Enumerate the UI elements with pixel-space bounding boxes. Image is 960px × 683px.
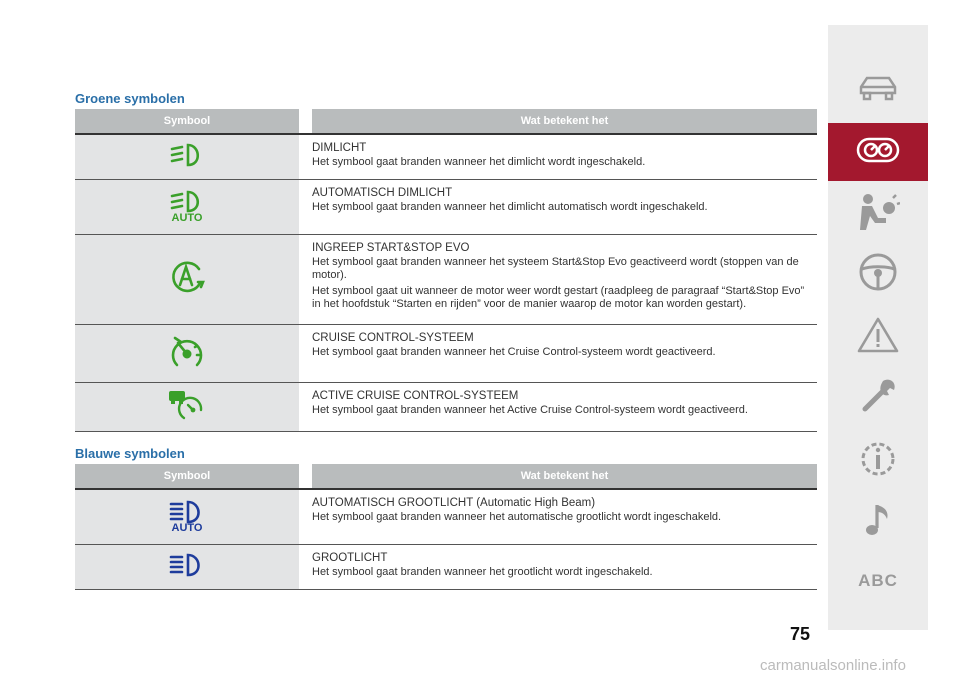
wrench-icon [858, 376, 898, 421]
sidebar-item-wrench[interactable] [828, 369, 928, 427]
row-text: Het symbool gaat branden wanneer het Cruise Control-systeem wordt geactiveerd. [312, 346, 716, 358]
table-row [75, 325, 817, 383]
warning-triangle-icon [856, 316, 900, 359]
row-text: Het symbool gaat branden wanneer het Active Cruise Control-systeem wordt geactiveerd. [312, 404, 748, 416]
page-number: 75 [790, 624, 811, 644]
row-text: Het symbool gaat branden wanneer het systeem Start&Stop Evo geactiveerd wordt (stoppen van de motor). [312, 256, 799, 281]
row-name: AUTOMATISCH GROOTLICHT (Automatic High Beam) [312, 497, 596, 509]
row-text: Het symbool gaat branden wanneer het grootlicht wordt ingeschakeld. [312, 566, 653, 578]
header-symbol: Symbool [163, 470, 211, 482]
table-row [75, 490, 817, 545]
section-title-green: Groene symbolen [75, 91, 185, 106]
info-gear-icon [857, 438, 899, 485]
row-text: Het symbool gaat branden wanneer het dimlicht automatisch wordt ingeschakeld. [312, 201, 708, 213]
header-meaning: Wat betekent het [520, 470, 609, 482]
row-name: CRUISE CONTROL-SYSTEEM [312, 332, 474, 344]
chapter-sidebar [828, 25, 928, 630]
dashboard-icon [856, 136, 900, 169]
music-note-icon [863, 501, 893, 544]
blue-symbols-table [75, 464, 817, 590]
high-beam-icon [168, 552, 206, 583]
header-meaning: Wat betekent het [520, 115, 609, 127]
row-name: AUTOMATISCH DIMLICHT [312, 187, 453, 199]
row-text: Het symbool gaat branden wanneer het dimlicht wordt ingeschakeld. [312, 156, 646, 168]
green-symbols-table [75, 109, 817, 432]
table-row [75, 235, 817, 325]
sidebar-item-airbag[interactable] [828, 185, 928, 243]
table-header [75, 464, 817, 490]
sidebar-item-car[interactable] [828, 61, 928, 119]
row-name: ACTIVE CRUISE CONTROL-SYSTEEM [312, 390, 519, 402]
steering-wheel-icon [858, 252, 898, 297]
sidebar-item-multimedia[interactable] [828, 493, 928, 551]
row-name: DIMLICHT [312, 142, 367, 154]
table-row [75, 383, 817, 432]
abc-icon: ABC [858, 571, 898, 590]
table-header [75, 109, 817, 135]
table-row [75, 135, 817, 180]
auto-label: AUTO [171, 522, 203, 534]
cruise-control-icon [167, 332, 207, 375]
auto-dipped-beam-icon [169, 190, 205, 224]
sidebar-item-info[interactable] [828, 432, 928, 490]
car-icon [857, 73, 899, 108]
sidebar-item-index[interactable] [828, 552, 928, 610]
active-cruise-control-icon [167, 388, 207, 427]
table-row [75, 180, 817, 235]
watermark: carmanualsonline.info [760, 657, 906, 674]
row-text: Het symbool gaat uit wanneer de motor weer wordt gestart (raadpleeg de paragraaf “Start&Stop Evo” in het hoofdstuk “Starten en rijden” voor de manier waarop de motor kan worden gestart). [312, 285, 805, 310]
sidebar-item-dashboard[interactable] [828, 123, 928, 181]
row-text: Het symbool gaat branden wanneer het automatische grootlicht wordt ingeschakeld. [312, 511, 722, 523]
row-name: INGREEP START&STOP EVO [312, 242, 470, 254]
section-title-blue: Blauwe symbolen [75, 446, 185, 461]
table-row [75, 545, 817, 590]
row-name: GROOTLICHT [312, 552, 388, 564]
sidebar-item-warning[interactable] [828, 308, 928, 366]
auto-high-beam-icon [168, 500, 206, 534]
auto-label: AUTO [171, 212, 203, 224]
dipped-beam-icon [169, 142, 205, 173]
start-stop-icon [167, 259, 207, 300]
airbag-icon [856, 192, 900, 237]
sidebar-item-steering[interactable] [828, 245, 928, 303]
header-symbol: Symbool [163, 115, 211, 127]
